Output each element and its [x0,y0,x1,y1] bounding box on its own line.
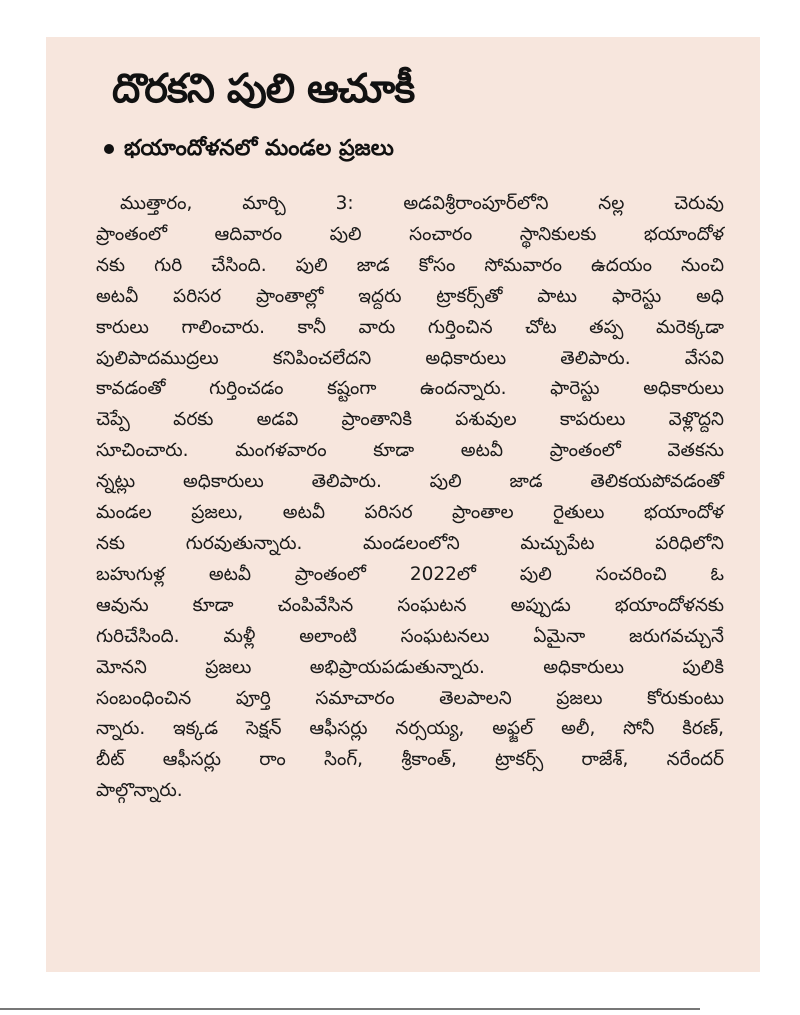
article-body-line: గురిచేసింది. మళ్లీ అలాంటి సంఘటనలు ఏమైనా జరుగవచ్చునే [96,625,724,647]
article-body-line: సంబంధించిన పూర్తి సమాచారం తెలపాలని ప్రజలు కోరుకుంటు [96,687,724,709]
article-body-line: ముత్తారం, మార్చి 3: అడవిశ్రీరాంపూర్‌లోని నల్ల చెరువు [120,193,724,214]
article-body-line: బహుగుళ్ల అటవీ ప్రాంతంలో 2022లో పులి సంచరించి ఓ [96,563,724,585]
article-body-line: పులిపాదముద్రలు కనిపించలేదని అధికారులు తెలిపారు. వేసవి [96,347,724,369]
article-body-line: న్నట్లు అధికారులు తెలిపారు. పులి జాడ తెలికయపోవడంతో [96,471,724,493]
bullet-icon [104,144,114,154]
article-body-line: పాల్గొన్నారు. [96,780,183,802]
article-body-line: నకు గురి చేసింది. పులి జాడ కోసం సోమవారం ఉదయం నుంచి [96,254,724,276]
article-body-line: సూచించారు. మంగళవారం కూడా అటవీ ప్రాంతంలో వెతకను [96,440,724,462]
article-body-line: కావడంతో గుర్తించడం కష్టంగా ఉందన్నారు. ఫారెస్టు అధికారులు [96,378,724,400]
article-body-line: చెప్పే వరకు అడవి ప్రాంతానికి పశువుల కాపరులు వెళ్లొద్దని [96,409,724,431]
bottom-divider [0,1008,700,1010]
article-headline: దొరకని పులి ఆచూకీ [112,66,415,112]
article-body-line: ఆవును కూడా చంపివేసిన సంఘటన అప్పుడు భయాందోళనకు [96,594,724,616]
article-body-line: బీట్ ఆఫీసర్లు రాం సింగ్, శ్రీకాంత్, ట్రాకర్స్ రాజేశ్, నరేందర్ [96,749,724,771]
article-body-line: మోనని ప్రజలు అభిప్రాయపడుతున్నారు. అధికారులు పులికి [96,656,724,678]
article-body-line: న్నారు. ఇక్కడ సెక్షన్ ఆఫీసర్లు నర్సయ్య, అఫ్జల్ అలీ, సోనీ కిరణ్, [96,718,724,740]
article-body-line: అటవీ పరిసర ప్రాంతాల్లో ఇద్దరు ట్రాకర్స్‌తో పాటు ఫారెస్టు అధి [96,285,724,307]
article-body-line: కారులు గాలించారు. కానీ వారు గుర్తించిన చోట తప్ప మరెక్కడా [96,316,724,338]
article-body-line: మండల ప్రజలు, అటవీ పరిసర ప్రాంతాల రైతులు భయాందోళ [96,502,724,524]
article-box [46,37,760,972]
subheadline-text: భయాందోళనలో మండల ప్రజలు [124,136,394,161]
article-body [96,189,724,807]
article-body-line: ప్రాంతంలో ఆదివారం పులి సంచారం స్థానికులకు భయాందోళ [96,223,724,245]
article-subheadline [104,131,724,167]
article-body-line: నకు గురవుతున్నారు. మండలంలోని మచ్చుపేట పరిధిలోని [96,532,724,554]
